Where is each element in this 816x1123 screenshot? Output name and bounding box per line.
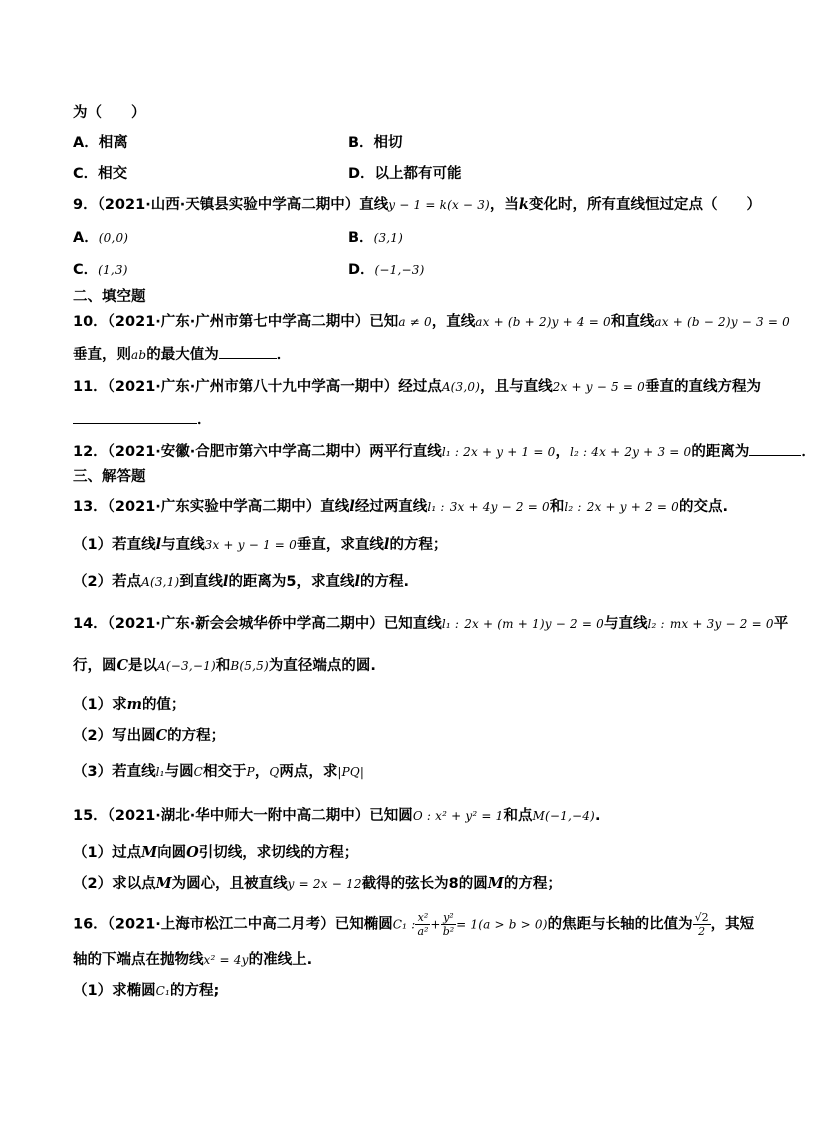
q8-option-d[interactable]: D．以上都有可能 [348,166,462,182]
q10-answer-blank[interactable] [219,344,277,359]
q14-stem-line2: 行，圆C是以A(−3,−1)和B(5,5)为直径端点的圆. [73,657,376,674]
q11-answer-blank[interactable] [73,409,197,424]
section-solutions: 三、解答题 [73,469,146,485]
q12-stem: 12．（2021·安徽·合肥市第六中学高二期中）两平行直线l₁ : 2x + y + 1 = 0，l₂ : 4x + 2y + 3 = 0的距离为 ． [73,441,734,462]
q9-option-c[interactable]: C．(1,3) [73,262,128,278]
q9-option-b[interactable]: B．(3,1) [348,230,404,246]
q14-part3: （3）若直线l₁与圆C相交于P，Q两点，求|PQ| [73,764,365,780]
q9-stem: 9．（2021·山西·天镇县实验中学高二期中）直线y − 1 = k(x − 3)，当k变化时，所有直线恒过定点（ ） [73,196,761,213]
q16-stem: 16．（2021·上海市松江二中高二月考）已知椭圆C₁ : $\frac{\text{x²}}{\text{a²}}$ + $\frac{\text{y²}}{\text{b²}}$ = 1(a > b > 0)的焦距与长轴的比值为 $\frac{√2}{2}$ ，其短 [73,911,755,938]
q15-stem: 15．（2021·湖北·华中师大一附中高二期中）已知圆O : x² + y² = 1和点M(−1,−4). [73,808,601,824]
q11-stem-line2: ． [73,409,734,430]
q8-option-a[interactable]: A．相离 [73,135,128,151]
q15-part1: （1）过点M向圆O引切线，求切线的方程； [73,844,359,861]
q11-stem: 11．（2021·广东·广州市第八十九中学高一期中）经过点A(3,0)，且与直线2x + y − 5 = 0垂直的直线方程为 [73,379,761,395]
q12-answer-blank[interactable] [749,441,801,456]
q14-part2: （2）写出圆C的方程； [73,727,226,744]
q13-part2: （2）若点A(3,1)到直线l的距离为5，求直线l的方程. [73,573,410,590]
q14-stem: 14．（2021·广东·新会会城华侨中学高二期中）已知直线l₁ : 2x + (m + 1)y − 2 = 0与直线l₂ : mx + 3y − 2 = 0平 [73,616,789,632]
q13-stem: 13．（2021·广东实验中学高二期中）直线l经过两直线l₁ : 3x + 4y − 2 = 0和l₂ : 2x + y + 2 = 0的交点. [73,498,729,515]
section-fill-in: 二、填空题 [73,289,146,305]
q14-part1: （1）求m的值； [73,696,186,713]
q10-stem: 10．（2021·广东·广州市第七中学高二期中）已知a ≠ 0，直线ax + (b + 2)y + 4 = 0和直线ax + (b − 2)y − 3 = 0 [73,314,790,330]
q16-stem-line2: 轴的下端点在抛物线x² = 4y的准线上. [73,952,313,968]
q8-option-c[interactable]: C．相交 [73,166,128,182]
q10-stem-line2: 垂直，则ab的最大值为 ． [73,344,734,365]
q9-option-d[interactable]: D．(−1,−3) [348,262,425,278]
q9-option-a[interactable]: A．(0,0) [73,230,129,246]
q8-option-b[interactable]: B．相切 [348,135,403,151]
q9-line-equation: y − 1 = k(x − 3) [388,198,490,212]
q8-tail: 为（ ） [73,105,146,121]
q13-part1: （1）若直线l与直线3x + y − 1 = 0垂直，求直线l的方程； [73,536,448,553]
q16-part1: （1）求椭圆C₁的方程; [73,983,220,999]
q15-part2: （2）求以点M为圆心，且被直线y = 2x − 12截得的弦长为8的圆M的方程； [73,875,562,892]
